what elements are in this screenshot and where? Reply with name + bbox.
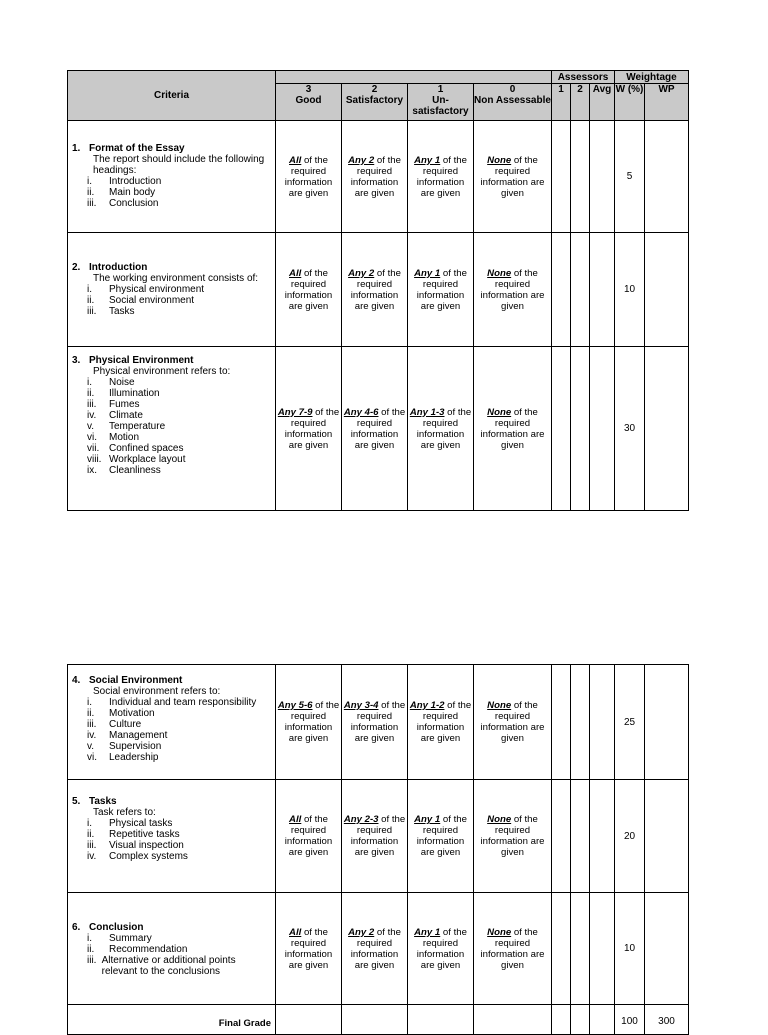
- level-text: of the required information are given: [350, 267, 401, 312]
- list-item: [72, 421, 271, 432]
- criterion-content: [72, 347, 271, 476]
- list-item: [72, 730, 271, 741]
- list-numeral: iii.: [87, 955, 97, 966]
- list-numeral: ii.: [87, 388, 95, 399]
- level-text: of the required information are given: [350, 814, 406, 858]
- criteria-row: [68, 780, 689, 893]
- weightage-header: Weightage: [615, 71, 689, 84]
- level-key: All: [289, 154, 302, 166]
- criteria-row: [68, 121, 689, 233]
- level-descriptor: [276, 233, 342, 347]
- list-text: Workplace layout: [109, 454, 186, 465]
- list-item: [72, 697, 271, 708]
- list-numeral: i.: [87, 284, 92, 295]
- weight-col-header: W (%): [615, 84, 645, 121]
- weight-value: 5: [615, 121, 645, 233]
- criterion-title-text: Tasks: [89, 796, 117, 807]
- level-text: of the required information are given: [350, 926, 401, 971]
- list-item: [72, 454, 271, 465]
- list-text: Repetitive tasks: [109, 829, 180, 840]
- list-text: Confined spaces: [109, 443, 184, 454]
- level-text: of the required information are given: [480, 814, 545, 858]
- list-numeral: iv.: [87, 410, 97, 421]
- assessor-score-cell[interactable]: [571, 780, 590, 893]
- criterion-title-text: Format of the Essay: [89, 143, 185, 154]
- list-item: [72, 465, 271, 476]
- final-weight-total: 100: [615, 1005, 645, 1035]
- list-text: Alternative or additional points relevant to the conclusions: [101, 955, 236, 977]
- level-descriptor: [408, 347, 474, 511]
- level-key: None: [487, 926, 512, 938]
- list-item: [72, 306, 271, 317]
- assessor-score-cell[interactable]: [590, 233, 615, 347]
- final-grade-row: [68, 1005, 689, 1035]
- criterion-title: [72, 675, 271, 686]
- level-text: of the required information are given: [284, 406, 340, 451]
- final-empty-cell: [571, 1005, 590, 1035]
- level-key: Any 1: [414, 154, 441, 166]
- list-text: Main body: [109, 187, 156, 198]
- level-key: Any 1-3: [409, 406, 445, 418]
- criterion-cell: [68, 665, 276, 780]
- criterion-items: [72, 818, 271, 862]
- list-text: Climate: [109, 410, 143, 421]
- list-text: Individual and team responsibility: [109, 697, 257, 708]
- level-descriptor: [276, 347, 342, 511]
- weight-value: 20: [615, 780, 645, 893]
- criterion-description: Social environment refers to:: [93, 686, 221, 697]
- criterion-title: [72, 143, 271, 154]
- level-text: of the required information are given: [416, 926, 467, 971]
- list-item: [72, 851, 271, 862]
- weighted-points-cell[interactable]: [645, 121, 689, 233]
- level-descriptor: [276, 780, 342, 893]
- list-item: [72, 933, 271, 944]
- list-text: Introduction: [109, 176, 162, 187]
- list-text: Fumes: [109, 399, 140, 410]
- criterion-content: [72, 665, 271, 763]
- level-descriptor: [474, 665, 552, 780]
- level-descriptor: [474, 893, 552, 1005]
- weighted-points-cell[interactable]: [645, 780, 689, 893]
- level-key: None: [487, 814, 512, 825]
- criterion-title: [72, 355, 271, 366]
- criteria-row: [68, 347, 689, 511]
- list-text: Culture: [109, 719, 142, 730]
- final-empty-cell: [276, 1005, 342, 1035]
- criterion-number: 5.: [72, 796, 81, 807]
- criterion-title: [72, 922, 271, 933]
- level-key: Any 1: [414, 814, 441, 825]
- list-numeral: i.: [87, 176, 92, 187]
- level-descriptor: [474, 233, 552, 347]
- assessor-score-cell[interactable]: [552, 347, 571, 511]
- level-text: of the required information are given: [416, 267, 467, 312]
- criterion-cell: [68, 347, 276, 511]
- assessor-score-cell[interactable]: [590, 665, 615, 780]
- levels-header-blank: [276, 71, 552, 84]
- list-text: Social environment: [109, 295, 195, 306]
- level-key: Any 1: [414, 926, 441, 938]
- weight-value: 10: [615, 893, 645, 1005]
- level-key: Any 5-6: [277, 700, 313, 711]
- rubric-table-page-2: [67, 664, 689, 1035]
- assessor-score-cell[interactable]: [552, 233, 571, 347]
- list-numeral: iv.: [87, 730, 97, 741]
- list-item: [72, 399, 271, 410]
- level-descriptor: [474, 121, 552, 233]
- list-numeral: iii.: [87, 719, 97, 730]
- level-key: None: [487, 267, 512, 279]
- list-numeral: i.: [87, 697, 92, 708]
- level-descriptor: [408, 121, 474, 233]
- list-text: Tasks: [109, 306, 135, 317]
- final-wp-total: 300: [645, 1005, 689, 1035]
- list-text: Summary: [109, 933, 152, 944]
- criterion-title-text: Introduction: [89, 262, 148, 273]
- level-key: None: [487, 700, 512, 711]
- level-descriptor: [276, 893, 342, 1005]
- criterion-cell: [68, 233, 276, 347]
- list-item: [72, 443, 271, 454]
- level-text: of the required information are given: [480, 154, 545, 199]
- level-descriptor: [408, 780, 474, 893]
- level-key: Any 1: [414, 267, 441, 279]
- level-text: of the required information are given: [284, 154, 333, 199]
- level-descriptor: [342, 893, 408, 1005]
- criterion-content: [72, 121, 271, 209]
- list-numeral: vii.: [87, 443, 100, 454]
- level-text: of the required information are given: [480, 926, 545, 971]
- level-key: Any 3-4: [343, 700, 379, 711]
- level-score: 3: [305, 84, 312, 95]
- criterion-number: 2.: [72, 262, 81, 273]
- list-text: Motivation: [109, 708, 155, 719]
- level-key: Any 2: [348, 154, 375, 166]
- weighted-points-cell[interactable]: [645, 347, 689, 511]
- level-text: of the required information are given: [416, 700, 472, 744]
- list-item: [72, 829, 271, 840]
- assessor-score-cell[interactable]: [552, 893, 571, 1005]
- level-key: All: [289, 814, 302, 825]
- level-key: Any 7-9: [277, 406, 313, 418]
- list-numeral: ii.: [87, 944, 95, 955]
- assessor-col-header: Avg: [590, 84, 615, 121]
- assessor-score-cell[interactable]: [590, 347, 615, 511]
- level-key: All: [289, 926, 302, 938]
- list-text: Cleanliness: [109, 465, 161, 476]
- list-item: [72, 432, 271, 443]
- assessor-score-cell[interactable]: [552, 121, 571, 233]
- list-text: Physical environment: [109, 284, 205, 295]
- list-item: [72, 752, 271, 763]
- list-numeral: ii.: [87, 829, 95, 840]
- list-item: [72, 198, 271, 209]
- list-item: [72, 708, 271, 719]
- level-descriptor: [342, 665, 408, 780]
- assessor-col-header: 1: [552, 84, 571, 121]
- assessor-score-cell[interactable]: [552, 780, 571, 893]
- level-label: Non Assessable: [474, 95, 551, 106]
- list-text: Motion: [109, 432, 140, 443]
- list-item: [72, 818, 271, 829]
- criterion-number: 4.: [72, 675, 81, 686]
- list-item: [72, 955, 271, 977]
- final-empty-cell: [342, 1005, 408, 1035]
- weighted-points-cell[interactable]: [645, 233, 689, 347]
- list-text: Complex systems: [109, 851, 188, 862]
- list-numeral: vi.: [87, 432, 97, 443]
- level-descriptor: [276, 665, 342, 780]
- level-key: All: [289, 267, 302, 279]
- assessor-score-cell[interactable]: [571, 347, 590, 511]
- level-key: None: [487, 154, 512, 166]
- list-text: Conclusion: [109, 198, 159, 209]
- criterion-title-text: Physical Environment: [89, 355, 194, 366]
- level-label: Good: [295, 95, 322, 106]
- level-key: Any 2: [348, 267, 375, 279]
- level-descriptor: [408, 893, 474, 1005]
- list-item: [72, 410, 271, 421]
- list-numeral: ix.: [87, 465, 97, 476]
- level-key: None: [487, 406, 512, 418]
- criterion-title: [72, 796, 271, 807]
- list-numeral: i.: [87, 933, 92, 944]
- list-numeral: v.: [87, 421, 95, 432]
- level-header-1: [408, 84, 474, 121]
- weight-value: 10: [615, 233, 645, 347]
- level-text: of the required information are given: [284, 267, 333, 312]
- final-grade-label: Final Grade: [68, 1005, 276, 1035]
- list-text: Noise: [109, 377, 135, 388]
- criterion-items: [72, 933, 271, 977]
- level-text: of the required information are given: [416, 154, 467, 199]
- criterion-items: [72, 176, 271, 209]
- criterion-cell: [68, 893, 276, 1005]
- level-descriptor: [474, 780, 552, 893]
- criterion-cell: [68, 780, 276, 893]
- level-text: of the required information are given: [416, 406, 472, 451]
- list-numeral: iii.: [87, 306, 97, 317]
- level-text: of the required information are given: [284, 700, 340, 744]
- weighted-points-cell[interactable]: [645, 665, 689, 780]
- level-key: Any 4-6: [343, 406, 379, 418]
- criterion-items: [72, 284, 271, 317]
- list-numeral: iv.: [87, 851, 97, 862]
- assessors-header: Assessors: [552, 71, 615, 84]
- level-descriptor: [474, 347, 552, 511]
- level-text: of the required information are given: [416, 814, 467, 858]
- list-numeral: ii.: [87, 187, 95, 198]
- assessor-score-cell[interactable]: [590, 893, 615, 1005]
- list-numeral: ii.: [87, 295, 95, 306]
- final-empty-cell: [590, 1005, 615, 1035]
- criterion-title: [72, 262, 271, 273]
- level-label: Un-satisfactory: [412, 95, 469, 117]
- list-item: [72, 840, 271, 851]
- level-header-3: [276, 84, 342, 121]
- criterion-items: [72, 377, 271, 476]
- list-item: [72, 741, 271, 752]
- criterion-description: Physical environment refers to:: [93, 366, 231, 377]
- criteria-row: [68, 233, 689, 347]
- criterion-description: The report should include the following headings:: [93, 154, 265, 176]
- list-text: Management: [109, 730, 168, 741]
- level-text: of the required information are given: [480, 700, 545, 744]
- level-text: of the required information are given: [350, 154, 401, 199]
- level-descriptor: [408, 665, 474, 780]
- criterion-description: Task refers to:: [93, 807, 156, 818]
- level-descriptor: [342, 121, 408, 233]
- criterion-cell: [68, 121, 276, 233]
- weight-col-header: WP: [645, 84, 689, 121]
- level-key: Any 2-3: [343, 814, 379, 825]
- list-item: [72, 388, 271, 399]
- level-text: of the required information are given: [284, 926, 333, 971]
- criterion-number: 3.: [72, 355, 81, 366]
- list-item: [72, 944, 271, 955]
- level-descriptor: [342, 780, 408, 893]
- list-item: [72, 295, 271, 306]
- list-text: Recommendation: [109, 944, 188, 955]
- final-empty-cell: [474, 1005, 552, 1035]
- criterion-content: [72, 893, 271, 977]
- final-empty-cell: [552, 1005, 571, 1035]
- level-score: 1: [437, 84, 444, 95]
- level-score: 0: [509, 84, 516, 95]
- criterion-description: The working environment consists of:: [93, 273, 259, 284]
- level-text: of the required information are given: [350, 700, 406, 744]
- list-text: Temperature: [109, 421, 166, 432]
- list-numeral: ii.: [87, 708, 95, 719]
- level-descriptor: [408, 233, 474, 347]
- assessor-score-cell[interactable]: [571, 893, 590, 1005]
- list-numeral: i.: [87, 377, 92, 388]
- list-item: [72, 719, 271, 730]
- level-descriptor: [342, 233, 408, 347]
- level-score: 2: [371, 84, 378, 95]
- level-header-0: [474, 84, 552, 121]
- weight-value: 30: [615, 347, 645, 511]
- level-label: Satisfactory: [345, 95, 404, 106]
- assessor-score-cell[interactable]: [590, 121, 615, 233]
- weight-value: 25: [615, 665, 645, 780]
- criterion-title-text: Social Environment: [89, 675, 183, 686]
- criterion-number: 6.: [72, 922, 81, 933]
- level-text: of the required information are given: [480, 406, 545, 451]
- level-key: Any 1-2: [409, 700, 445, 711]
- list-text: Illumination: [109, 388, 160, 399]
- list-numeral: iii.: [87, 840, 97, 851]
- list-item: [72, 377, 271, 388]
- list-numeral: iii.: [87, 399, 97, 410]
- list-numeral: vi.: [87, 752, 97, 763]
- list-item: [72, 187, 271, 198]
- level-key: Any 2: [348, 926, 375, 938]
- criterion-content: [72, 233, 271, 317]
- list-item: [72, 284, 271, 295]
- list-text: Supervision: [109, 741, 162, 752]
- rubric-table-page-1: [67, 70, 689, 511]
- level-descriptor: [276, 121, 342, 233]
- list-numeral: i.: [87, 818, 92, 829]
- criteria-header: Criteria: [68, 71, 276, 121]
- assessor-score-cell[interactable]: [571, 233, 590, 347]
- criterion-content: [72, 780, 271, 862]
- level-text: of the required information are given: [350, 406, 406, 451]
- list-text: Visual inspection: [109, 840, 184, 851]
- list-numeral: iii.: [87, 198, 97, 209]
- level-header-2: [342, 84, 408, 121]
- level-text: of the required information are given: [284, 814, 333, 858]
- level-descriptor: [342, 347, 408, 511]
- assessor-col-header: 2: [571, 84, 590, 121]
- level-text: of the required information are given: [480, 267, 545, 312]
- weighted-points-cell[interactable]: [645, 893, 689, 1005]
- assessor-score-cell[interactable]: [571, 121, 590, 233]
- criterion-number: 1.: [72, 143, 81, 154]
- list-item: [72, 176, 271, 187]
- assessor-score-cell[interactable]: [590, 780, 615, 893]
- final-empty-cell: [408, 1005, 474, 1035]
- criteria-row: [68, 893, 689, 1005]
- list-text: Leadership: [109, 752, 159, 763]
- criterion-items: [72, 697, 271, 763]
- assessor-score-cell[interactable]: [552, 665, 571, 780]
- list-numeral: v.: [87, 741, 95, 752]
- list-numeral: viii.: [87, 454, 102, 465]
- criterion-title-text: Conclusion: [89, 922, 144, 933]
- assessor-score-cell[interactable]: [571, 665, 590, 780]
- list-text: Physical tasks: [109, 818, 173, 829]
- criteria-row: [68, 665, 689, 780]
